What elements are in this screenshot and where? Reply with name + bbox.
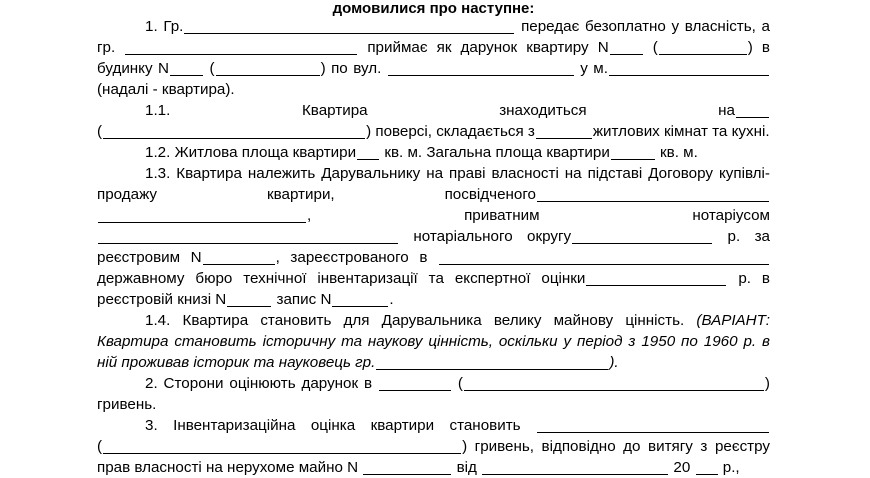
blank-notary-name[interactable] <box>98 211 306 223</box>
clause-2-paragraph <box>97 373 770 415</box>
clause-1-text-9: у м. <box>580 60 608 77</box>
blank-floor-words[interactable] <box>103 127 365 139</box>
clause-2-text-4: гривень. <box>97 396 157 413</box>
blank-extract-date[interactable] <box>482 463 668 475</box>
clause-3-text-1: Інвентаризаційна оцінка квартири становить <box>173 417 521 434</box>
clause-1-3-number: 1.3. <box>145 165 171 182</box>
clause-1-1-text-5: житлових кімнат та кухні. <box>592 123 770 140</box>
blank-gift-value-digits[interactable] <box>379 379 451 391</box>
clause-1-3-text-2: купівлі-продажу квартири, посвідченого <box>97 165 770 203</box>
clause-1-text-10: (надалі - квартира). <box>97 81 235 98</box>
clause-1-4-variant-close: ). <box>609 354 619 371</box>
blank-floor-number[interactable] <box>736 106 769 118</box>
clause-1-3-text-6: , зареєстрованого в <box>275 249 428 266</box>
clause-1-text-4: ( <box>652 39 658 56</box>
clause-1-3-text-7: державному бюро технічної інвентаризації та <box>97 270 444 287</box>
blank-notary-district-name[interactable] <box>98 232 398 244</box>
clause-1-1-text-2: ( <box>97 123 103 140</box>
clause-3-text-3: ) гривень, відповідно до витягу з <box>462 438 708 455</box>
clause-1-3-text-8: експертної оцінки <box>454 270 586 287</box>
clause-2-text-1: Сторони оцінюють дарунок в <box>163 375 373 392</box>
clause-1-2-text-1: Житлова площа квартири <box>174 144 357 161</box>
clause-3-text-2: ( <box>97 438 103 455</box>
blank-building-number[interactable] <box>170 64 203 76</box>
clause-3-text-4: реєстру прав власності на нерухоме майно N <box>97 438 770 476</box>
blank-bti-name[interactable] <box>439 253 769 265</box>
clause-1-3-text-11: . <box>389 291 394 308</box>
clause-1-1-text-3: ) поверсі, складається <box>366 123 524 140</box>
clause-1-3-text-1: Квартира належить Дарувальнику на праві власності на підставі Договору <box>176 165 713 182</box>
document-heading: домовилися про наступне: <box>332 0 535 17</box>
blank-donee-name[interactable] <box>125 43 357 55</box>
clause-1-3-text-3: , приватним нотаріусом <box>307 207 770 224</box>
clause-1-3-text-9: р. в реєстровій книзі N <box>97 270 770 308</box>
blank-building-number-words[interactable] <box>216 64 320 76</box>
blank-apartment-number-words[interactable] <box>659 43 747 55</box>
clause-1-4-paragraph <box>97 310 770 373</box>
clause-1-4-variant-text-2: р. в ній проживав історик та науковець гр. <box>97 333 770 371</box>
clause-1-1-paragraph <box>97 100 770 142</box>
blank-rooms-count[interactable] <box>536 127 592 139</box>
clause-2-text-3: ) <box>764 375 770 392</box>
blank-donor-name[interactable] <box>184 22 514 34</box>
clause-1-text-6: будинку N <box>97 60 170 77</box>
blank-register-number[interactable] <box>203 253 275 265</box>
clause-3-paragraph <box>97 415 770 478</box>
blank-contract-certified-by[interactable] <box>537 190 769 202</box>
clause-1-3-paragraph <box>97 163 770 310</box>
clause-1-3-text-10: запис N <box>276 291 332 308</box>
clause-1-2-text-3: кв. м. <box>660 144 698 161</box>
blank-property-register-number[interactable] <box>363 463 451 475</box>
blank-inventory-value-words[interactable] <box>103 442 461 454</box>
clause-3-number: 3. <box>145 417 158 434</box>
clause-1-text-2: передає безоплатно у власність, а гр. <box>97 18 770 56</box>
clause-1-4-text-1: Квартира становить для Дарувальника велику майнову цінність. <box>182 312 685 329</box>
blank-apartment-number[interactable] <box>610 43 643 55</box>
clause-1-2-paragraph <box>97 142 770 163</box>
clause-1-text-7: ( <box>209 60 215 77</box>
clause-1-3-text-4: нотаріального округу <box>413 228 572 245</box>
clause-1-1-number: 1.1. <box>145 102 171 119</box>
clause-1-1-text-1: Квартира знаходиться на <box>301 102 735 119</box>
blank-appraisal-date[interactable] <box>586 274 726 286</box>
blank-total-area[interactable] <box>611 148 655 160</box>
clause-2-number: 2. <box>145 375 158 392</box>
clause-1-text-5: ) в <box>747 39 770 56</box>
blank-extract-year[interactable] <box>696 463 718 475</box>
blank-notary-date[interactable] <box>572 232 712 244</box>
clause-1-2-text-2: кв. м. Загальна площа квартири <box>384 144 610 161</box>
clause-1-number: 1. <box>145 18 158 35</box>
blank-inventory-value-digits[interactable] <box>537 421 769 433</box>
clause-1-text-3: приймає як дарунок квартиру N <box>367 39 609 56</box>
clause-3-text-6: 20 <box>673 459 691 476</box>
blank-historian-name[interactable] <box>376 358 608 370</box>
blank-city[interactable] <box>609 64 769 76</box>
blank-register-book-number[interactable] <box>227 295 271 307</box>
clause-3-text-7: р., <box>722 459 740 476</box>
clause-1-4-number: 1.4. <box>145 312 171 329</box>
clause-1-1-text-4: з <box>527 123 535 140</box>
clause-1-4-variant-text-1: Квартира становить історичну та наукову цінність, оскільки у період з 1950 по 1960 <box>97 333 738 350</box>
clause-1-2-number: 1.2. <box>145 144 171 161</box>
clause-1-text-8: ) по вул. <box>320 60 382 77</box>
blank-record-number[interactable] <box>332 295 388 307</box>
clause-1-text-1: Гр. <box>163 18 184 35</box>
clause-1-paragraph <box>97 16 770 100</box>
clause-3-text-5: від <box>456 459 477 476</box>
clause-1-4-variant-open: (ВАРІАНТ: <box>696 312 770 329</box>
blank-gift-value-words[interactable] <box>464 379 764 391</box>
blank-living-area[interactable] <box>357 148 379 160</box>
blank-street[interactable] <box>388 64 574 76</box>
clause-2-text-2: ( <box>457 375 463 392</box>
clause-1-3-text-5: р. за реєстровим N <box>97 228 770 266</box>
